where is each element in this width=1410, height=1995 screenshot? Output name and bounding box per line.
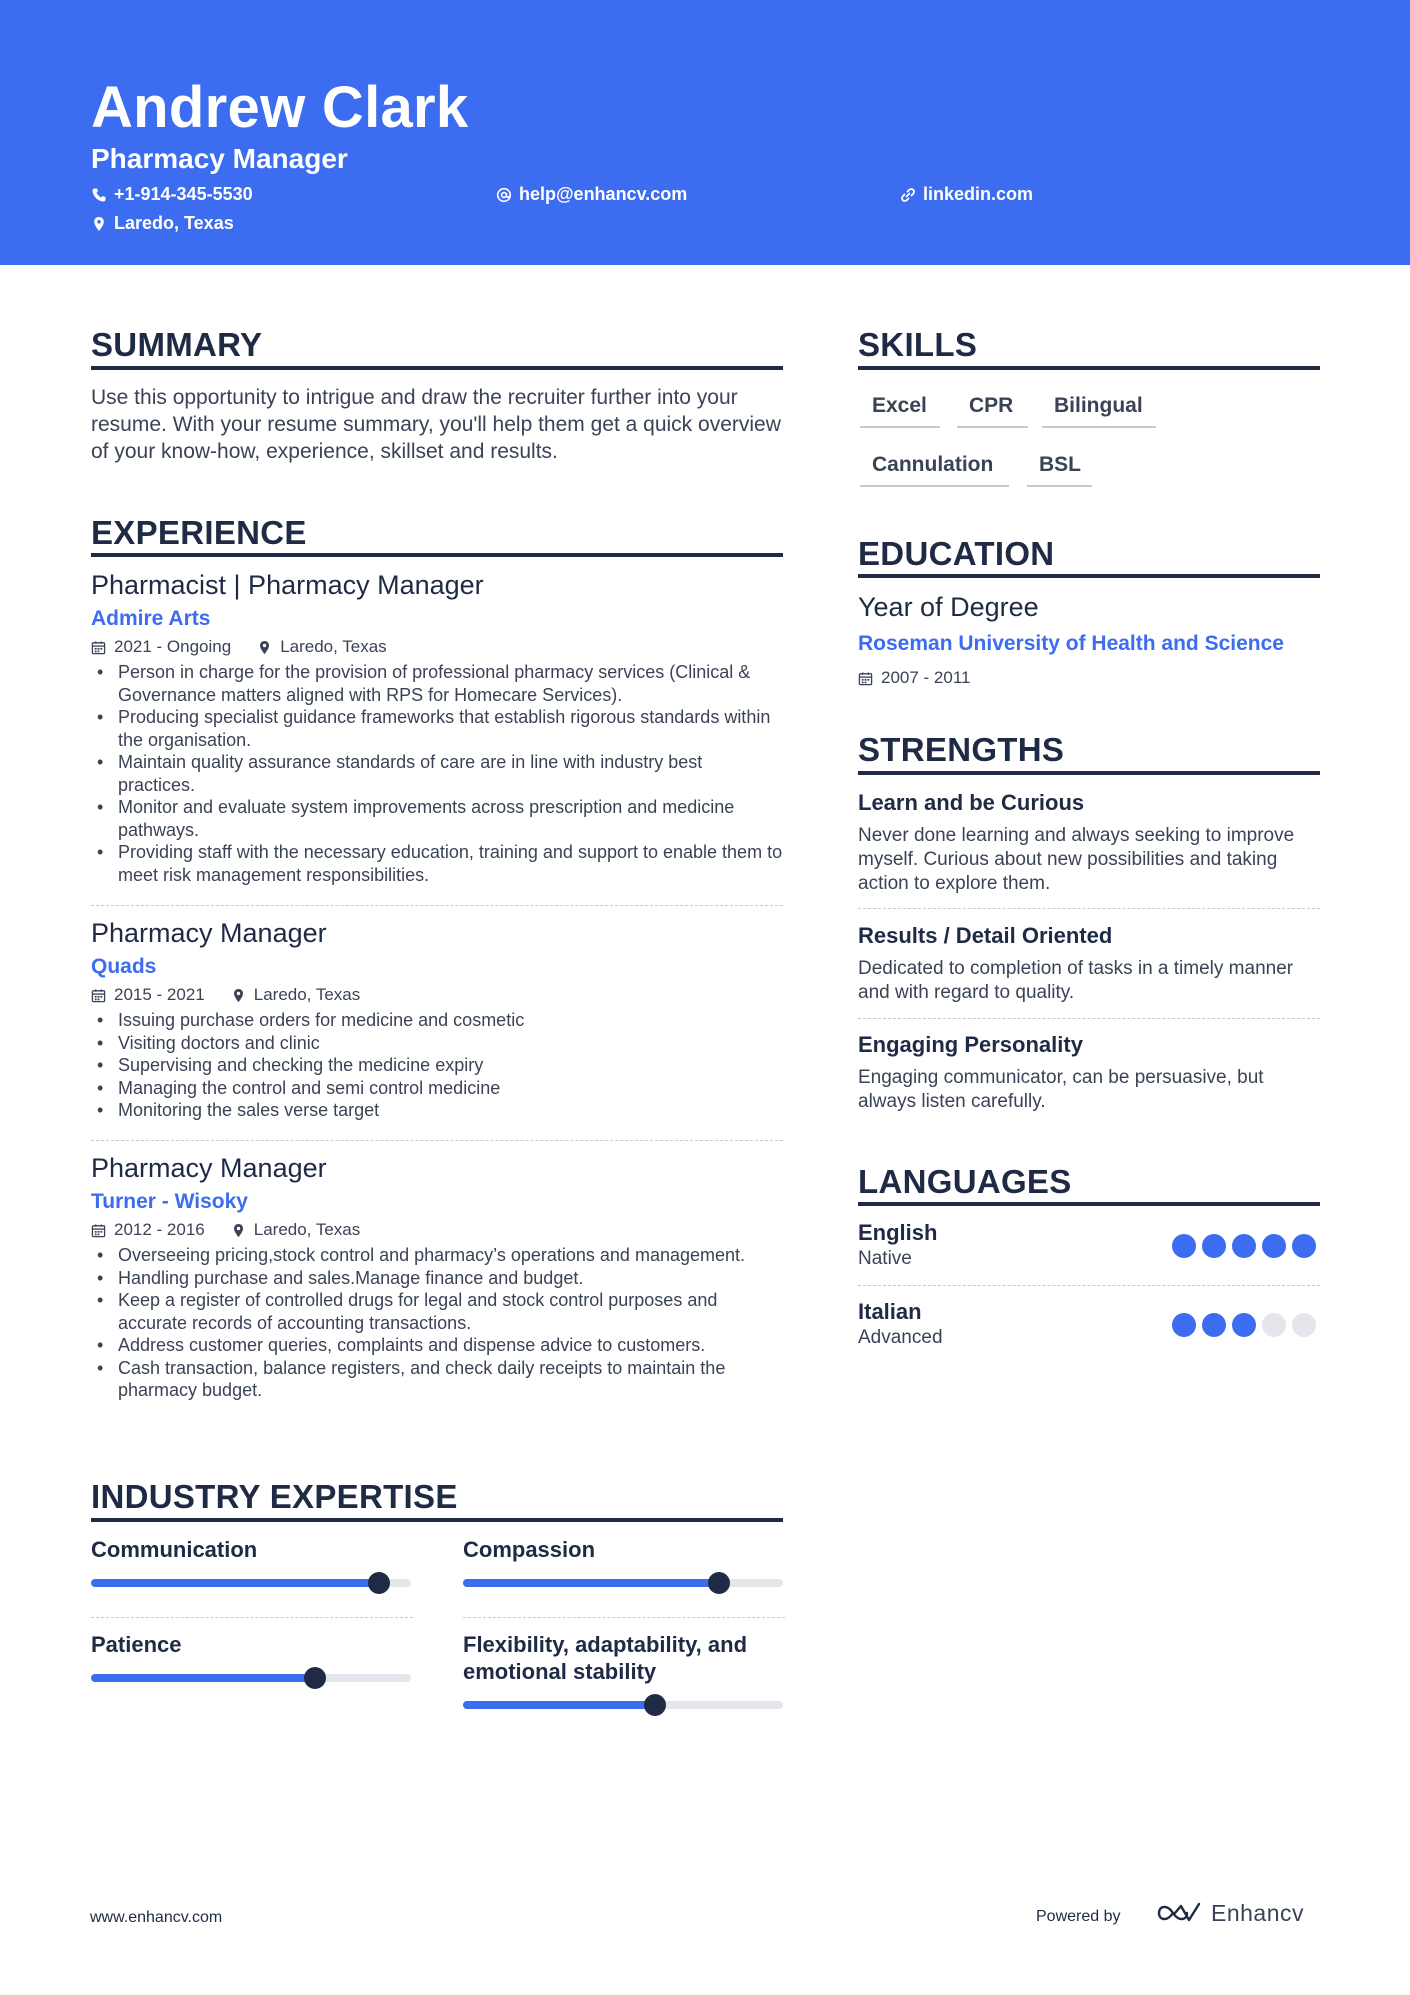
rating-dot [1262,1234,1286,1258]
job-bullet: • Address customer queries, complaints and dispense advice to customers. [91,1334,783,1357]
job-meta [91,985,783,1005]
divider [858,1018,1320,1019]
expertise-item [463,1631,783,1721]
contact-linkedin[interactable] [900,184,1033,205]
job-dates [91,1220,205,1240]
expertise-label: Communication [91,1537,258,1562]
calendar-icon [91,988,106,1003]
expertise-bar-fill [463,1579,719,1587]
experience-rule [91,553,783,557]
skills-heading: SKILLS [858,326,978,363]
expertise-bar-knob [644,1694,666,1716]
calendar-icon [858,671,873,686]
job-dates [91,985,205,1005]
job-bullet: • Monitoring the sales verse target [91,1099,783,1122]
expertise-bar-fill [91,1579,379,1587]
job-dates-text: 2015 - 2021 [114,985,205,1004]
location-pin-icon [231,988,246,1003]
strength-title: Learn and be Curious [858,790,1085,815]
strength-text: Dedicated to completion of tasks in a timely manner and with regard to quality. [858,958,1294,1003]
skills-rule [858,366,1320,370]
calendar-icon [91,1223,106,1238]
language-name: Italian [858,1299,922,1324]
job-location-text: Laredo, Texas [253,1220,361,1239]
experience-item [91,1153,783,1402]
experience-item [91,570,783,886]
school-name: Roseman University of Health and Science [858,632,1284,655]
education-dates-wrap [858,668,970,688]
expertise-bar-knob [368,1572,390,1594]
contact-email[interactable] [496,184,687,205]
location-pin-icon [231,1223,246,1238]
language-level: Advanced [858,1327,943,1348]
job-bullet: • Monitor and evaluate system improvements across prescription and medicine pathways. [91,796,783,841]
rating-dot [1172,1234,1196,1258]
job-bullets [91,661,783,886]
education-dates-text: 2007 - 2011 [881,668,971,687]
linkedin-text: linkedin.com [923,184,1034,204]
expertise-bar [91,1579,411,1587]
divider [858,908,1320,909]
summary-heading: SUMMARY [91,326,263,363]
job-dates-text: 2021 - Ongoing [114,637,232,656]
contact-location [91,213,234,234]
summary-text: Use this opportunity to intrigue and draw the recruiter further into your resume. With your resume summary, you'll help them get a quick overview of your know-how, experience, skillset and results. [91,386,781,463]
rating-dot [1202,1313,1226,1337]
language-name: English [858,1220,938,1245]
job-bullets [91,1244,783,1402]
expertise-bar-knob [304,1667,326,1689]
expertise-bar-fill [91,1674,315,1682]
strength-text: Engaging communicator, can be persuasive, but always listen carefully. [858,1067,1264,1112]
divider [858,1285,1320,1286]
job-title: Pharmacy Manager [91,1153,327,1183]
job-bullet: • Overseeing pricing,stock control and pharmacy’s operations and management. [91,1244,783,1267]
brand-logo[interactable] [1155,1898,1304,1928]
expertise-bar [463,1579,783,1587]
language-rating [1166,1234,1316,1258]
at-icon [496,187,512,203]
location-text: Laredo, Texas [114,213,234,233]
strength-title: Results / Detail Oriented [858,923,1113,948]
summary-rule [91,366,783,370]
candidate-title: Pharmacy Manager [91,143,348,174]
company-name: Admire Arts [91,607,211,630]
company-name: Turner - Wisoky [91,1190,248,1213]
candidate-name: Andrew Clark [91,75,469,140]
expertise-label: Patience [91,1632,182,1657]
experience-item [91,918,783,1122]
languages-rule [858,1202,1320,1206]
skill-tag: Bilingual [1042,394,1156,428]
company-name: Quads [91,955,157,978]
location-pin-icon [91,216,107,232]
divider [463,1617,785,1618]
strengths-rule [858,771,1320,775]
job-title: Pharmacy Manager [91,918,327,948]
strengths-heading: STRENGTHS [858,731,1065,768]
calendar-icon [91,640,106,655]
divider [91,1140,783,1141]
job-location [231,1220,360,1240]
industry-rule [91,1518,783,1522]
job-bullet: • Providing staff with the necessary education, training and support to enable them to meet risk management responsibilities. [91,841,783,886]
job-meta [91,637,783,657]
expertise-bar-fill [463,1701,655,1709]
job-bullet: • Managing the control and semi control medicine [91,1077,783,1100]
job-bullet: • Keep a register of controlled drugs for legal and stock control purposes and accurate records of accounting transactions. [91,1289,783,1334]
job-location-text: Laredo, Texas [280,637,387,656]
expertise-label: Flexibility, adaptability, and emotional stability [463,1632,748,1684]
strength-item [858,790,1320,896]
job-bullet: • Visiting doctors and clinic [91,1032,783,1055]
resume-header [0,0,1410,265]
job-location-text: Laredo, Texas [253,985,361,1004]
strength-item [858,1032,1320,1114]
expertise-item [91,1631,411,1691]
expertise-item [91,1536,411,1596]
expertise-label: Compassion [463,1537,596,1562]
job-meta [91,1220,783,1240]
enhancv-logo-icon [1155,1898,1203,1928]
education-dates [858,668,996,688]
expertise-bar-knob [708,1572,730,1594]
job-dates [91,637,231,657]
strength-text: Never done learning and always seeking to improve myself. Curious about new possibilities and taking action to explore them. [858,825,1295,894]
rating-dot [1292,1234,1316,1258]
expertise-bar [463,1701,783,1709]
industry-heading: INDUSTRY EXPERTISE [91,1478,458,1515]
skill-tag: CPR [957,394,1028,428]
contact-phone[interactable] [91,184,253,205]
education-rule [858,574,1320,578]
rating-dot [1232,1313,1256,1337]
language-item [858,1220,1320,1276]
job-location [231,985,360,1005]
degree: Year of Degree [858,592,1039,622]
skill-tag: Excel [860,394,940,428]
languages-heading: LANGUAGES [858,1163,1072,1200]
experience-heading: EXPERIENCE [91,514,307,551]
job-location [257,637,386,657]
job-bullet: • Cash transaction, balance registers, and check daily receipts to maintain the pharmacy budget. [91,1357,783,1402]
powered-by-label: Powered by [1036,1908,1121,1925]
rating-dot [1292,1313,1316,1337]
footer-website-link[interactable]: www.enhancv.com [90,1909,223,1926]
brand-name: Enhancv [1211,1899,1305,1926]
skill-tag: BSL [1027,453,1092,487]
divider [91,905,783,906]
phone-text: +1-914-345-5530 [114,184,253,204]
strength-item [858,923,1320,1005]
divider [91,1617,413,1618]
rating-dot [1262,1313,1286,1337]
job-bullet: • Producing specialist guidance frameworks that establish rigorous standards within the organisation. [91,706,783,751]
job-bullets [91,1009,783,1122]
language-level: Native [858,1248,912,1269]
phone-icon [91,187,107,203]
expertise-bar [91,1674,411,1682]
rating-dot [1172,1313,1196,1337]
location-pin-icon [257,640,272,655]
language-rating [1166,1313,1316,1337]
job-bullet: • Person in charge for the provision of professional pharmacy services (Clinical & Governance matters aligned with RPS for Homecare Services). [91,661,783,706]
rating-dot [1232,1234,1256,1258]
email-text: help@enhancv.com [519,184,688,204]
link-icon [900,187,916,203]
strength-title: Engaging Personality [858,1032,1083,1057]
job-bullet: • Maintain quality assurance standards of care are in line with industry best practices. [91,751,783,796]
job-dates-text: 2012 - 2016 [114,1220,205,1239]
language-item [858,1299,1320,1355]
job-title: Pharmacist | Pharmacy Manager [91,570,484,600]
skill-tag: Cannulation [860,453,1009,487]
job-bullet: • Supervising and checking the medicine expiry [91,1054,783,1077]
rating-dot [1202,1234,1226,1258]
job-bullet: • Handling purchase and sales.Manage finance and budget. [91,1267,783,1290]
job-bullet: • Issuing purchase orders for medicine and cosmetic [91,1009,783,1032]
expertise-item [463,1536,783,1596]
education-heading: EDUCATION [858,535,1055,572]
